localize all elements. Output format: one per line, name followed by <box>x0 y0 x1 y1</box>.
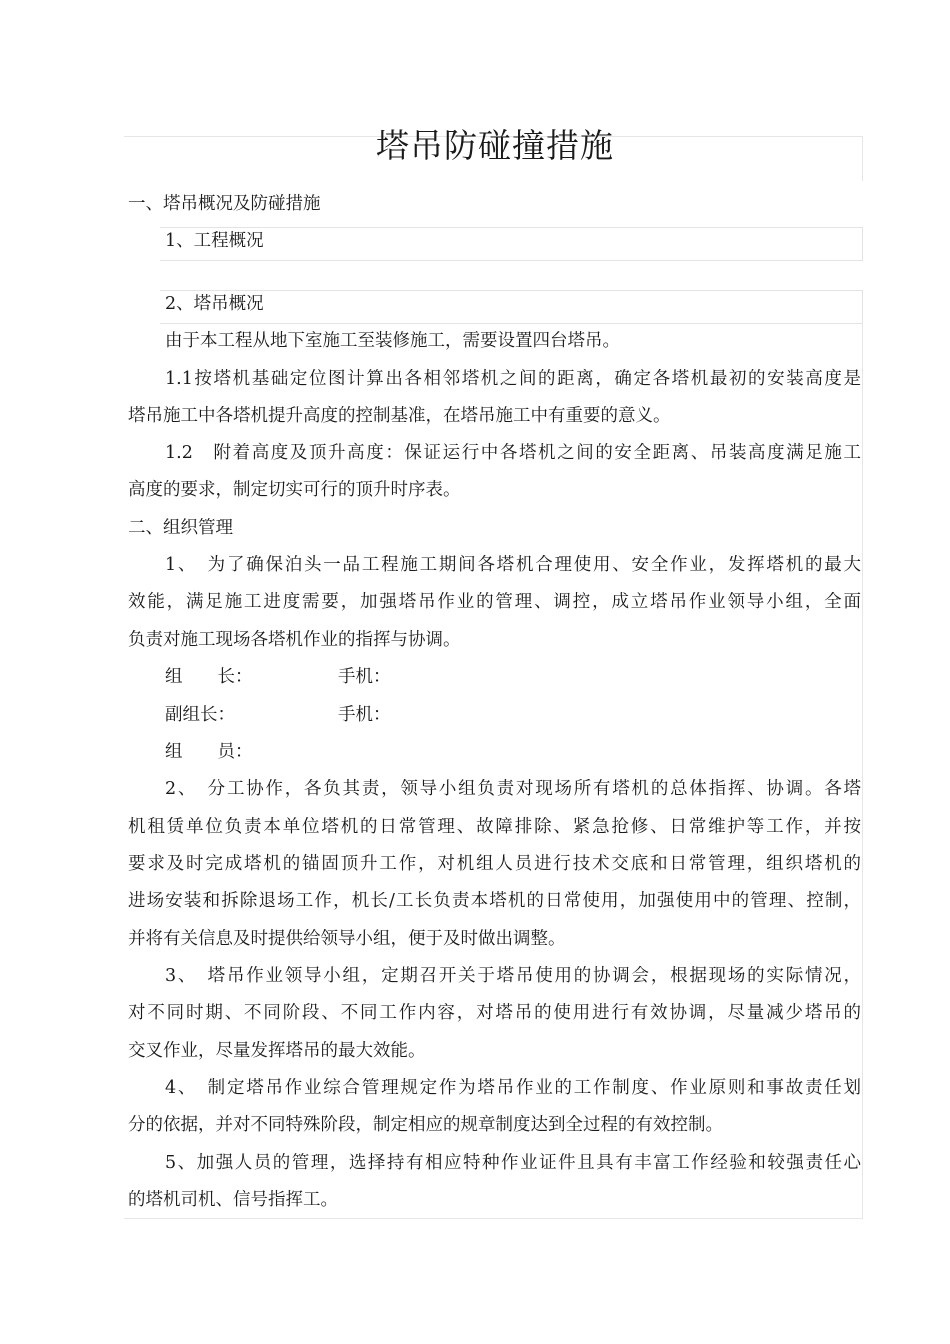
leader-phone-label: 手机： <box>338 667 391 687</box>
member-label: 组 员： <box>165 742 253 762</box>
paragraph-line: 5、加强人员的管理，选择持有相应特种作业证件且具有丰富工作经验和较强责任心 <box>165 1153 861 1173</box>
paragraph-line: 3、 塔吊作业领导小组，定期召开关于塔吊使用的协调会，根据现场的实际情况， <box>165 966 861 986</box>
paragraph-line: 4、 制定塔吊作业综合管理规定作为塔吊作业的工作制度、作业原则和事故责任划 <box>165 1078 861 1098</box>
subheading-frame-2 <box>160 290 863 324</box>
paragraph-line: 机租赁单位负责本单位塔机的日常管理、故障排除、紧急抢修、日常维护等工作，并按 <box>128 817 861 837</box>
paragraph-line: 负责对施工现场各塔机作业的指挥与协调。 <box>128 630 461 650</box>
paragraph-line: 要求及时完成塔机的锚固顶升工作，对机组人员进行技术交底和日常管理，组织塔机的 <box>128 854 861 874</box>
paragraph-line: 效能，满足施工进度需要，加强塔吊作业的管理、调控，成立塔吊作业领导小组，全面 <box>128 592 861 612</box>
paragraph-line: 进场安装和拆除退场工作，机长/工长负责本塔机的日常使用，加强使用中的管理、控制， <box>128 891 861 911</box>
subheading-crane-overview: 2、塔吊概况 <box>165 294 264 314</box>
deputy-leader-label: 副组长： <box>165 705 235 725</box>
paragraph-line: 交叉作业，尽量发挥塔吊的最大效能。 <box>128 1041 426 1061</box>
paragraph-line: 由于本工程从地下室施工至装修施工，需要设置四台塔吊。 <box>165 331 620 351</box>
deputy-phone-label: 手机： <box>338 705 391 725</box>
paragraph-line: 塔吊施工中各塔机提升高度的控制基准，在塔吊施工中有重要的意义。 <box>128 406 671 426</box>
paragraph-line: 2、 分工协作，各负其责，领导小组负责对现场所有塔机的总体指挥、协调。各塔 <box>165 779 861 799</box>
paragraph-line: 1、 为了确保泊头一品工程施工期间各塔机合理使用、安全作业，发挥塔机的最大 <box>165 555 861 575</box>
paragraph-line: 并将有关信息及时提供给领导小组，便于及时做出调整。 <box>128 929 566 949</box>
paragraph-line: 对不同时期、不同阶段、不同工作内容，对塔吊的使用进行有效协调，尽量减少塔吊的 <box>128 1003 861 1023</box>
document-title: 塔吊防碰撞措施 <box>376 126 614 165</box>
paragraph-line: 1.1按塔机基础定位图计算出各相邻塔机之间的距离，确定各塔机最初的安装高度是 <box>165 369 861 389</box>
paragraph-line: 1.2 附着高度及顶升高度：保证运行中各塔机之间的安全距离、吊装高度满足施工 <box>165 443 861 463</box>
paragraph-line: 高度的要求，制定切实可行的顶升时序表。 <box>128 480 461 500</box>
paragraph-line: 的塔机司机、信号指挥工。 <box>128 1190 338 1210</box>
leader-label: 组 长： <box>165 667 253 687</box>
paragraph-line: 分的依据，并对不同特殊阶段，制定相应的规章制度达到全过程的有效控制。 <box>128 1115 723 1135</box>
section-1-heading: 一、塔吊概况及防碰措施 <box>128 194 321 214</box>
section-2-heading: 二、组织管理 <box>128 518 233 538</box>
subheading-frame-1 <box>160 227 863 261</box>
subheading-project-overview: 1、工程概况 <box>165 231 264 251</box>
